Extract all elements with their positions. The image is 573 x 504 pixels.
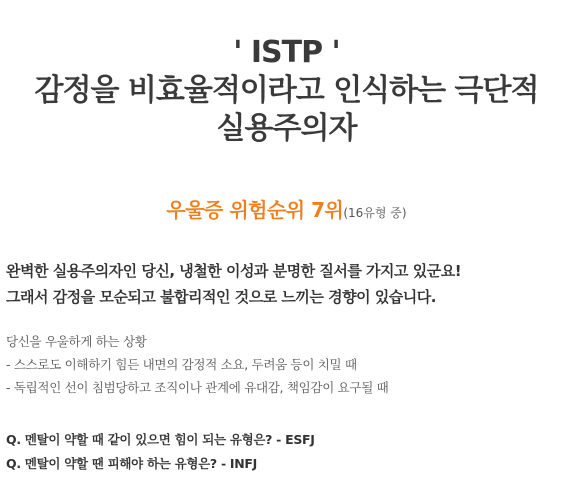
depression-risk-rank [0, 194, 573, 223]
list-item: - 독립적인 선이 침범당하고 조직이나 관계에 유대감, 책임감이 요구될 때 [6, 380, 389, 395]
situation-heading: 당신을 우울하게 하는 상황 [6, 334, 147, 349]
mbti-type-title: ' ISTP ' [233, 35, 340, 70]
depressing-situations [6, 330, 571, 399]
compatibility-qa [6, 428, 571, 476]
page-title [0, 34, 573, 148]
risk-rank-note: (16유형 중) [343, 206, 407, 220]
intro-line: 그래서 감정을 모순되고 불합리적인 것으로 느끼는 경향이 있습니다. [6, 288, 436, 306]
title-description-line2: 실용주의자 [216, 111, 357, 146]
list-item: - 스스로도 이해하기 힘든 내면의 감정적 소요, 두려움 등이 치밀 때 [6, 357, 357, 372]
intro-paragraph [6, 258, 571, 310]
risk-rank-text: 우울증 위험순위 7위 [166, 198, 344, 222]
qa-avoid-type: Q. 멘탈이 약할 땐 피해야 하는 유형은? - INFJ [6, 456, 257, 471]
title-description-line1: 감정을 비효율적이라고 인식하는 극단적 [34, 73, 539, 108]
qa-helpful-type: Q. 멘탈이 약할 때 같이 있으면 힘이 되는 유형은? - ESFJ [6, 432, 315, 447]
intro-line: 완벽한 실용주의자인 당신, 냉철한 이성과 분명한 질서를 가지고 있군요! [6, 262, 462, 280]
